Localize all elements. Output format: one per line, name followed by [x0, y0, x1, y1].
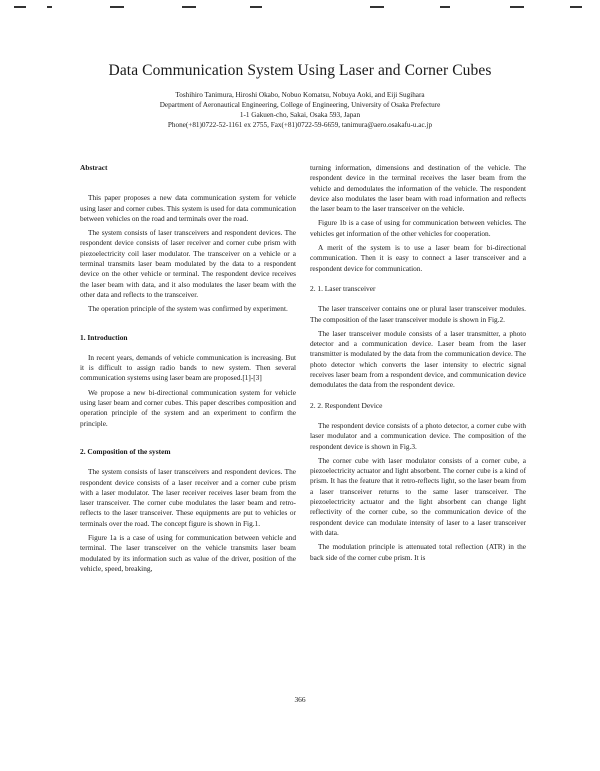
abstract-paragraph: The system consists of laser transceivers and respondent devices. The respondent device consists of laser receiver and corner cube prism with piezoelectricity coil laser modulator. The transceiver on a vehicle or a terminal transmits laser beam modulated by the data to a respondent device on the other vehicle or terminal. The respondent device receives the laser beam with data, and it also modulates the laser beam with the other data and reflects to the transceiver.: [80, 228, 296, 299]
section-heading-composition: 2. Composition of the system: [80, 446, 171, 456]
body-paragraph: The laser transceiver module consists of a laser transmitter, a photo detector and a communication device. Laser beam from the laser transmitter is modulated by the data from the communication device. The photo detector which converts the laser intensity to electric signal receives laser beam from a respondent device, and communication device demodulates the data from the respondent device.: [310, 328, 526, 390]
abstract-paragraph: The operation principle of the system was confirmed by experiment.: [88, 304, 288, 314]
abstract-heading: Abstract: [80, 163, 108, 172]
address: 1-1 Gakuen-cho, Sakai, Osaka 593, Japan: [239, 111, 361, 119]
body-paragraph: Figure 1a is a case of using for communication between vehicle and terminal. The laser transceiver on the vehicle transmits laser beam modulated by its information such as value of the driver, position of the vehicle, speed, breaking,: [80, 533, 296, 573]
body-paragraph: In recent years, demands of vehicle communication is increasing. But it is difficult to assign radio bands to new system. Then several communication systems using laser beam are proposed.[1]-[3]: [80, 352, 296, 383]
subsection-heading-respondent-device: 2. 2. Respondent Device: [310, 400, 383, 410]
body-paragraph: The system consists of laser transceivers and respondent devices. The respondent device consists of a laser receiver and a corner cube prism with a laser modulator. The laser receiver receives laser beam from the laser transceiver. The corner cube modulates the laser beam and retro-reflects to the laser transceiver. These equipments are put to vehicles or terminals over the road. The concept figure is shown in Fig.1.: [80, 467, 296, 528]
body-paragraph: turning information, dimensions and destination of the vehicle. The respondent device in the terminal receives the laser beam from the vehicle and demodulates the information of the vehicle. The respondent device also modulates the laser beam with road information and reflects the laser beam to the laser transceiver on the vehicle.: [310, 163, 526, 214]
left-column: [80, 163, 296, 578]
body-paragraph: Figure 1b is a case of using for communication between vehicles. The vehicles get information of the other vehicles for cooperation.: [310, 218, 526, 238]
scan-artifacts: [0, 6, 600, 14]
right-column: [310, 163, 526, 567]
paper-title: Data Communication System Using Laser and Corner Cubes: [108, 62, 492, 79]
affiliation: Department of Aeronautical Engineering, College of Engineering, University of Osaka Prefecture: [159, 101, 441, 109]
body-paragraph: The modulation principle is attenuated total reflection (ATR) in the back side of the corner cube prism. It is: [310, 542, 526, 562]
contact-info: Phone(+81)0722-52-1161 ex 2755, Fax(+81)0722-59-6659, tanimura@aero.osakafu-u.ac.jp: [167, 121, 433, 129]
body-paragraph: The laser transceiver contains one or plural laser transceiver modules. The composition of the laser transceiver module is shown in Fig.2.: [310, 304, 526, 324]
subsection-heading-laser-transceiver: 2. 1. Laser transceiver: [310, 283, 376, 293]
body-paragraph: The corner cube with laser modulator consists of a corner cube, a piezoelectricity actuator and light absorbent. The corner cube is a kind of prism. It has the feature that it retro-reflects light, so the laser beam from a laser transceiver returns to the same laser transceiver. The piezoelectricity actuator and the light absorbent can change light reflectivity of the corner cube, so the communication device of the respondent device can modulate intensity of laser to a laser transceiver with data.: [310, 455, 526, 537]
abstract-paragraph: This paper proposes a new data communication system for vehicle using laser and corner cubes. This system is used for data communication between vehicles on the road and terminals over the road.: [80, 193, 296, 223]
paper-header: [40, 62, 560, 130]
body-paragraph: The respondent device consists of a photo detector, a corner cube with laser modulator and a communication device. The composition of the respondent device is shown in Fig.3.: [310, 420, 526, 451]
section-heading-introduction: 1. Introduction: [80, 332, 128, 342]
author-list: Toshihiro Tanimura, Hiroshi Okabo, Nobuo Komatsu, Nobuya Aoki, and Eiji Sugihara: [175, 91, 425, 99]
body-paragraph: We propose a new bi-directional communication system for vehicle using laser beam and corner cubes. This paper describes composition and operation principle of the system and an experiment to confirm the principle.: [80, 387, 296, 428]
page-number: 366: [294, 695, 306, 704]
body-paragraph: A merit of the system is to use a laser beam for bi-directional communication. Then it is easy to connect a laser transceiver and a respondent device for communication.: [310, 243, 526, 273]
